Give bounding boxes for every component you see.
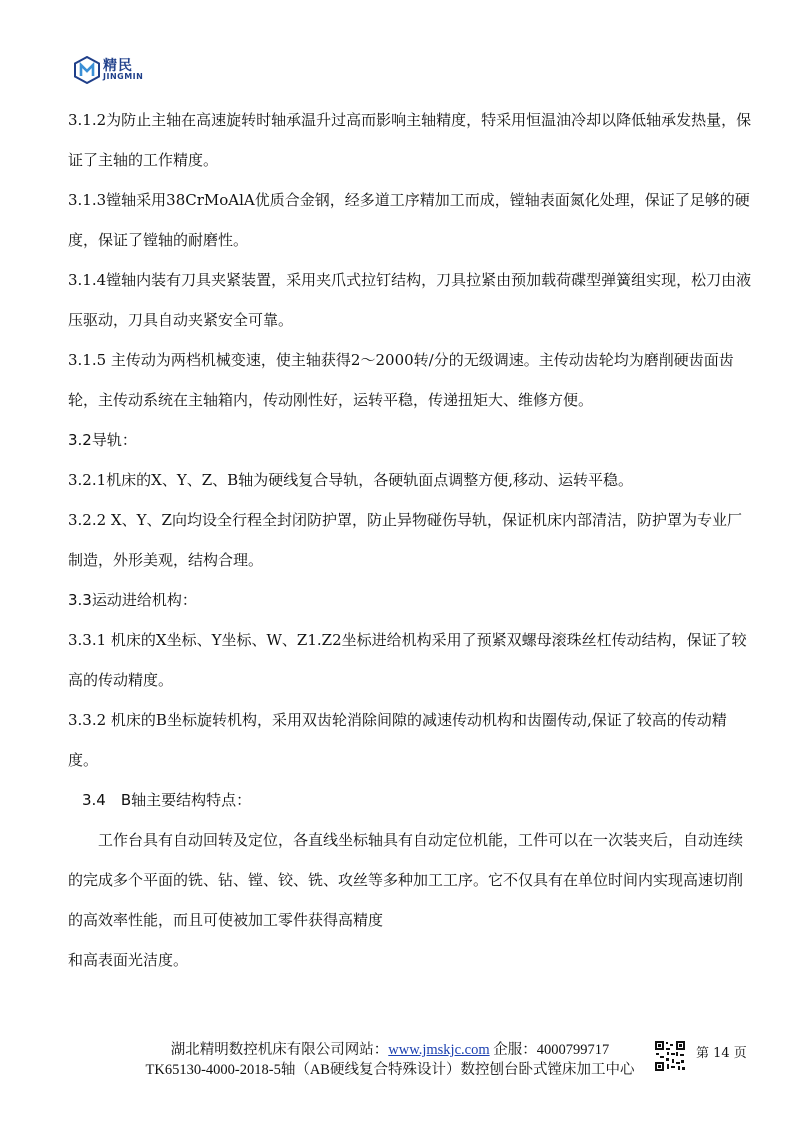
paragraph-3-1-3: 3.1.3镗轴采用38CrMoAlA优质合金钢，经多道工序精加工而成，镗轴表面氮化处理，保证了足够的硬度，保证了镗轴的耐磨性。 xyxy=(68,191,750,249)
page-footer xyxy=(130,1040,650,1080)
logo-cn-text: 精民 xyxy=(103,58,133,74)
paragraph-3-4-tail: 和高表面光洁度。 xyxy=(68,951,189,969)
page-number: 第 14 页 xyxy=(696,1046,747,1061)
company-logo xyxy=(74,56,143,84)
section-heading-3-3: 3.3运动进给机构： xyxy=(68,591,197,609)
footer-company-label: 湖北精明数控机床有限公司网站： xyxy=(170,1042,389,1058)
logo-en-text: JINGMIN xyxy=(103,72,144,81)
service-phone: 4000799717 xyxy=(536,1042,610,1058)
section-heading-3-4: 3.4 B轴主要结构特点： xyxy=(82,791,252,809)
footer-line-1 xyxy=(130,1040,650,1060)
footer-service-label: 企服： xyxy=(489,1042,537,1058)
paragraph-3-1-5: 3.1.5 主传动为两档机械变速，使主轴获得2～2000转/分的无级调速。主传动齿轮均为磨削硬齿面齿轮，主传动系统在主轴箱内，传动刚性好，运转平稳，传递扭矩大、维修方便。 xyxy=(68,351,734,409)
paragraph-3-4-body: 工作台具有自动回转及定位，各直线坐标轴具有自动定位机能，工件可以在一次装夹后，自动连续的完成多个平面的铣、钻、镗、铰、铣、攻丝等多种加工工序。它不仅具有在单位时间内实现高速切削的高效率性能，而且可使被加工零件获得高精度 xyxy=(68,831,744,929)
paragraph-3-3-2: 3.3.2 机床的B坐标旋转机构，采用双齿轮消除间隙的减速传动机构和齿圈传动,保证了较高的传动精度。 xyxy=(68,711,727,769)
paragraph-3-1-2: 3.1.2为防止主轴在高速旋转时轴承温升过高而影响主轴精度，特采用恒温油冷却以降低轴承发热量，保证了主轴的工作精度。 xyxy=(68,111,752,169)
jingmin-logo-icon xyxy=(74,56,100,84)
paragraph-3-2-2: 3.2.2 X、Y、Z向均设全行程全封闭防护罩，防止异物碰伤导轨，保证机床内部清洁，防护罩为专业厂制造，外形美观，结构合理。 xyxy=(68,511,742,569)
website-link[interactable]: www.jmskjc.com xyxy=(388,1042,490,1058)
footer-line-2: TK65130-4000-2018-5轴（AB硬线复合特殊设计）数控刨台卧式镗床加工中心 xyxy=(145,1062,635,1078)
paragraph-3-1-4: 3.1.4镗轴内装有刀具夹紧装置，采用夹爪式拉钉结构，刀具拉紧由预加载荷碟型弹簧组实现，松刀由液压驱动，刀具自动夹紧安全可靠。 xyxy=(68,271,752,329)
qr-code-icon xyxy=(654,1040,686,1072)
section-heading-3-2: 3.2导轨： xyxy=(68,431,137,449)
paragraph-3-2-1: 3.2.1机床的X、Y、Z、B轴为硬线复合导轨，各硬轨面点调整方便,移动、运转平稳。 xyxy=(68,471,633,489)
paragraph-3-3-1: 3.3.1 机床的X坐标、Y坐标、W、Z1.Z2坐标进给机构采用了预紧双螺母滚珠丝杠传动结构，保证了较高的传动精度。 xyxy=(68,631,747,689)
document-body xyxy=(68,100,752,980)
